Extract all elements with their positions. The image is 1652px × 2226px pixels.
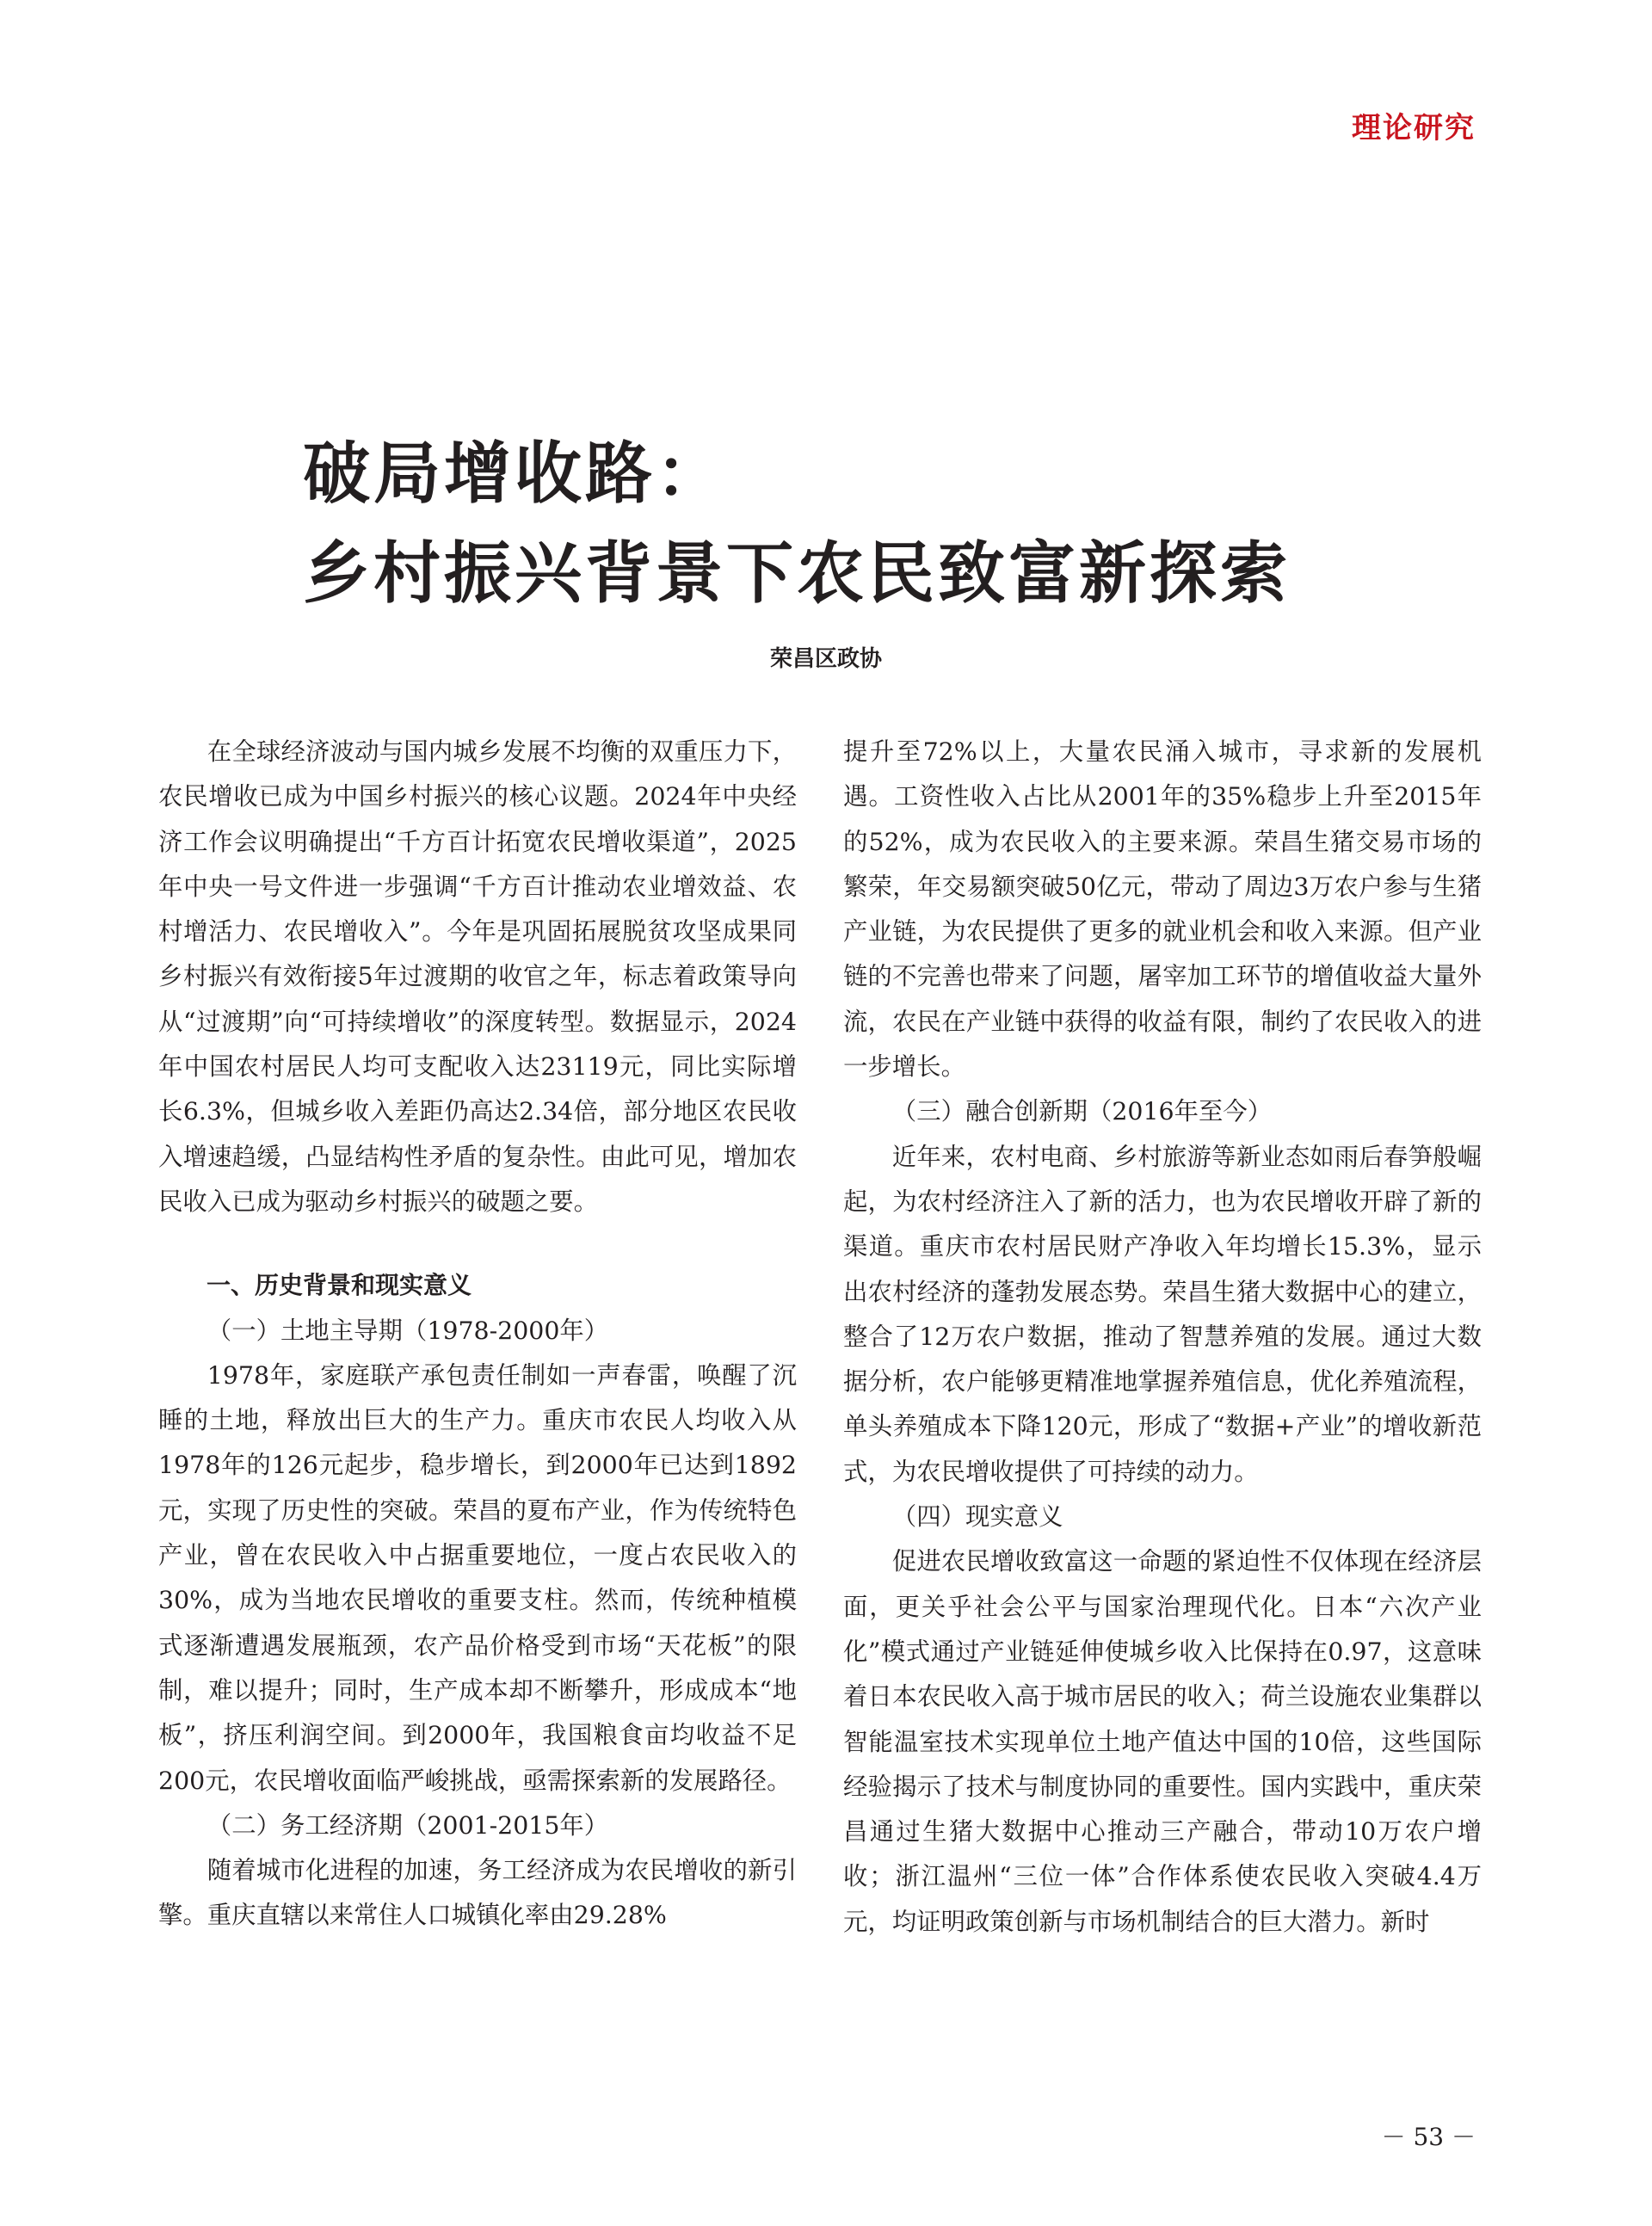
section-heading-1: 一、历史背景和现实意义 bbox=[206, 1271, 472, 1300]
section-tag: 理论研究 bbox=[1352, 111, 1476, 145]
subheading-4: （四）现实意义 bbox=[891, 1502, 1063, 1532]
paragraph-migrant-era-start: 随着城市化进程的加速，务工经济成为农民增收的新引擎。重庆直辖以来常住人口城镇化率由29.28% bbox=[158, 1856, 797, 1930]
paragraph-migrant-era-cont: 提升至72%以上，大量农民涌入城市，寻求新的发展机遇。工资性收入占比从2001年的35%稳步上升至2015年的52%，成为农民收入的主要来源。荣昌生猪交易市场的繁荣，年交易额突破50亿元，带动了周边3万农户参与生猪产业链，为农民提供了更多的就业机会和收入来源。但产业链的不完善也带来了问题，屠宰加工环节的增值收益大量外流，农民在产业链中获得的收益有限，制约了农民收入的进一步增长。 bbox=[843, 737, 1482, 1082]
body-column-left bbox=[158, 730, 797, 1939]
title-line-2: 乡村振兴背景下农民致富新探索 bbox=[303, 535, 1291, 613]
subheading-3: （三）融合创新期（2016年至今） bbox=[891, 1097, 1273, 1126]
body-column-right bbox=[843, 730, 1482, 1945]
subheading-1: （一）土地主导期（1978-2000年） bbox=[206, 1316, 609, 1345]
author-byline: 荣昌区政协 bbox=[769, 646, 882, 672]
paragraph-land-era: 1978年，家庭联产承包责任制如一声春雷，唤醒了沉睡的土地，释放出巨大的生产力。重庆市农民人均收入从1978年的126元起步，稳步增长，到2000年已达到1892元，实现了历史性的突破。荣昌的夏布产业，作为传统特色产业，曾在农民收入中占据重要地位，一度占农民收入的30%，成为当地农民增收的重要支柱。然而，传统种植模式逐渐遭遇发展瓶颈，农产品价格受到市场“天花板”的限制，难以提升；同时，生产成本却不断攀升，形成成本“地板”，挤压利润空间。到2000年，我国粮食亩均收益不足200元，农民增收面临严峻挑战，亟需探索新的发展路径。 bbox=[158, 1360, 797, 1795]
intro-paragraph: 在全球经济波动与国内城乡发展不均衡的双重压力下，农民增收已成为中国乡村振兴的核心议题。2024年中央经济工作会议明确提出“千方百计拓宽农民增收渠道”，2025年中央一号文件进一步强调“千方百计推动农业增效益、农村增活力、农民增收入”。今年是巩固拓展脱贫攻坚成果同乡村振兴有效衔接5年过渡期的收官之年，标志着政策导向从“过渡期”向“可持续增收”的深度转型。数据显示，2024年中国农村居民人均可支配收入达23119元，同比实际增长6.3%，但城乡收入差距仍高达2.34倍，部分地区农民收入增速趋缓，凸显结构性矛盾的复杂性。由此可见，增加农民收入已成为驱动乡村振兴的破题之要。 bbox=[158, 737, 797, 1216]
subheading-2: （二）务工经济期（2001-2015年） bbox=[206, 1810, 609, 1840]
paragraph-significance: 促进农民增收致富这一命题的紧迫性不仅体现在经济层面，更关乎社会公平与国家治理现代化。日本“六次产业化”模式通过产业链延伸使城乡收入比保持在0.97，这意味着日本农民收入高于城市居民的收入；荷兰设施农业集群以智能温室技术实现单位土地产值达中国的10倍，这些国际经验揭示了技术与制度协同的重要性。国内实践中，重庆荣昌通过生猪大数据中心推动三产融合，带动10万农户增收；浙江温州“三位一体”合作体系使农民收入突破4.4万元，均证明政策创新与市场机制结合的巨大潜力。新时 bbox=[843, 1547, 1482, 1936]
page-number: － 53 － bbox=[1381, 2123, 1476, 2151]
article-title bbox=[303, 424, 1439, 624]
title-line-1: 破局增收路： bbox=[303, 435, 727, 513]
paragraph-innovation-era: 近年来，农村电商、乡村旅游等新业态如雨后春笋般崛起，为农村经济注入了新的活力，也为农民增收开辟了新的渠道。重庆市农村居民财产净收入年均增长15.3%，显示出农村经济的蓬勃发展态势。荣昌生猪大数据中心的建立，整合了12万农户数据，推动了智慧养殖的发展。通过大数据分析，农户能够更精准地掌握养殖信息，优化养殖流程，单头养殖成本下降120元，形成了“数据+产业”的增收新范式，为农民增收提供了可持续的动力。 bbox=[843, 1142, 1482, 1486]
